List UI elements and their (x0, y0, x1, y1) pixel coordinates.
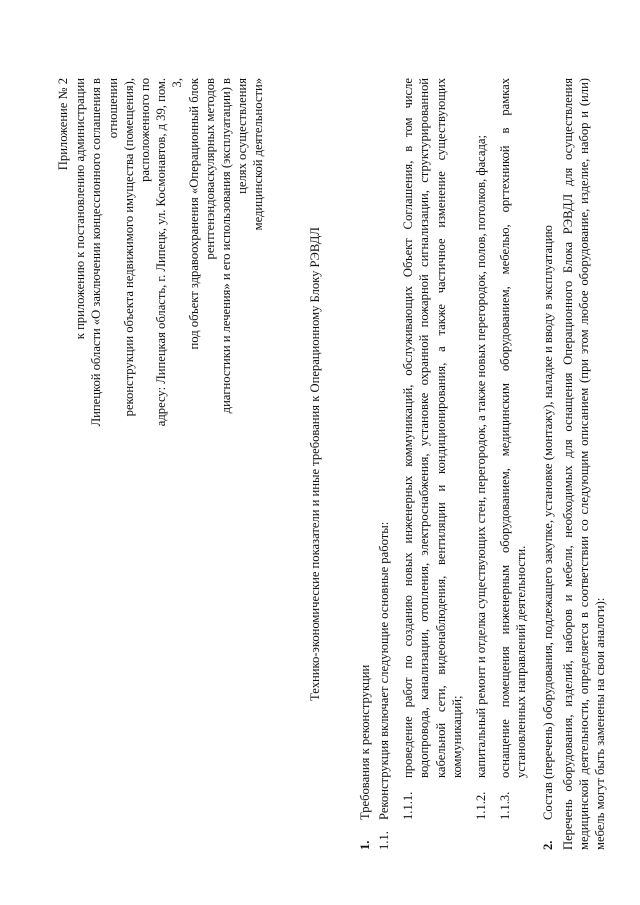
annex-number: Приложение № 2 (56, 78, 70, 171)
section-label: Требования к реконструкции (357, 664, 372, 820)
section-1-heading (357, 78, 373, 850)
item-text: оснащение помещения инженерным оборудованием, медицинским оборудованием, мебелью, оргтехникой в рамках установленных направлений деятельности. (498, 78, 529, 778)
header-line: к приложению к постановлению администрации (73, 78, 88, 340)
list-item (497, 78, 529, 850)
subsection-1-1 (376, 78, 392, 850)
subsection-number: 1.1. (377, 831, 392, 850)
subsection-label: Реконструкция включает следующие основные работы: (377, 521, 392, 820)
item-number: 1.1.2. (474, 791, 489, 820)
header-line: адресу: Липецкая область, г. Липецк, ул. Космонавтов, д 39, пом. 3, (154, 78, 185, 427)
annex-header (55, 78, 267, 430)
item-number: 1.1.3. (498, 791, 513, 820)
header-line: медицинской деятельности» (251, 78, 266, 231)
section-label: Состав (перечень) оборудования, подлежащего закупке, установке (монтажу), наладке и вводу в эксплуатацию (540, 225, 555, 820)
section-number: 1. (357, 840, 372, 850)
item-text: капитальный ремонт и отделка существующих стен, перегородок, а также новых перегородок, полов, потолков, фасада; (474, 134, 489, 778)
section-number: 2. (540, 840, 555, 850)
header-line: Липецкой области «О заключении концессионного соглашения в отношении (89, 78, 120, 427)
item-number: 1.1.1. (401, 791, 416, 820)
document-title: Технико-экономические показатели и иные требования к Операционному Блоку РЭВДЛ (307, 227, 322, 701)
list-item (473, 78, 489, 850)
item-text: проведение работ по созданию новых инженерных коммуникаций, обслуживающих Объект Соглашения, в том числе водопровода, канализации, отопления, электроснабжения, установке охранной пожарной сигнализации, структурированной кабельной сети, видеонаблюдения, вентиляции и кондиционирования, а также частичное изменение существующих коммуникаций; (401, 78, 464, 778)
section-2-heading (540, 78, 556, 850)
header-line: диагностики и лечения» и его использования (эксплуатации) в целях осуществления (219, 78, 250, 414)
list-item (400, 78, 465, 850)
header-line: реконструкции объекта недвижимого имущества (помещения), расположенного по (121, 78, 153, 417)
section-2-paragraph: Перечень оборудования, изделий, наборов и мебели, необходимых для оснащения Операционного Блока РЭВДЛ для осуществления медицинской деятельности, определяется в соответствии со следующим описанием (при этом любое оборудование, изделие, набор и (или) мебель могут быть заменены на свои аналоги): (560, 78, 608, 850)
header-line: под объект здравоохранения «Операционный блок рентгенэндоваскулярных методов (186, 78, 217, 350)
